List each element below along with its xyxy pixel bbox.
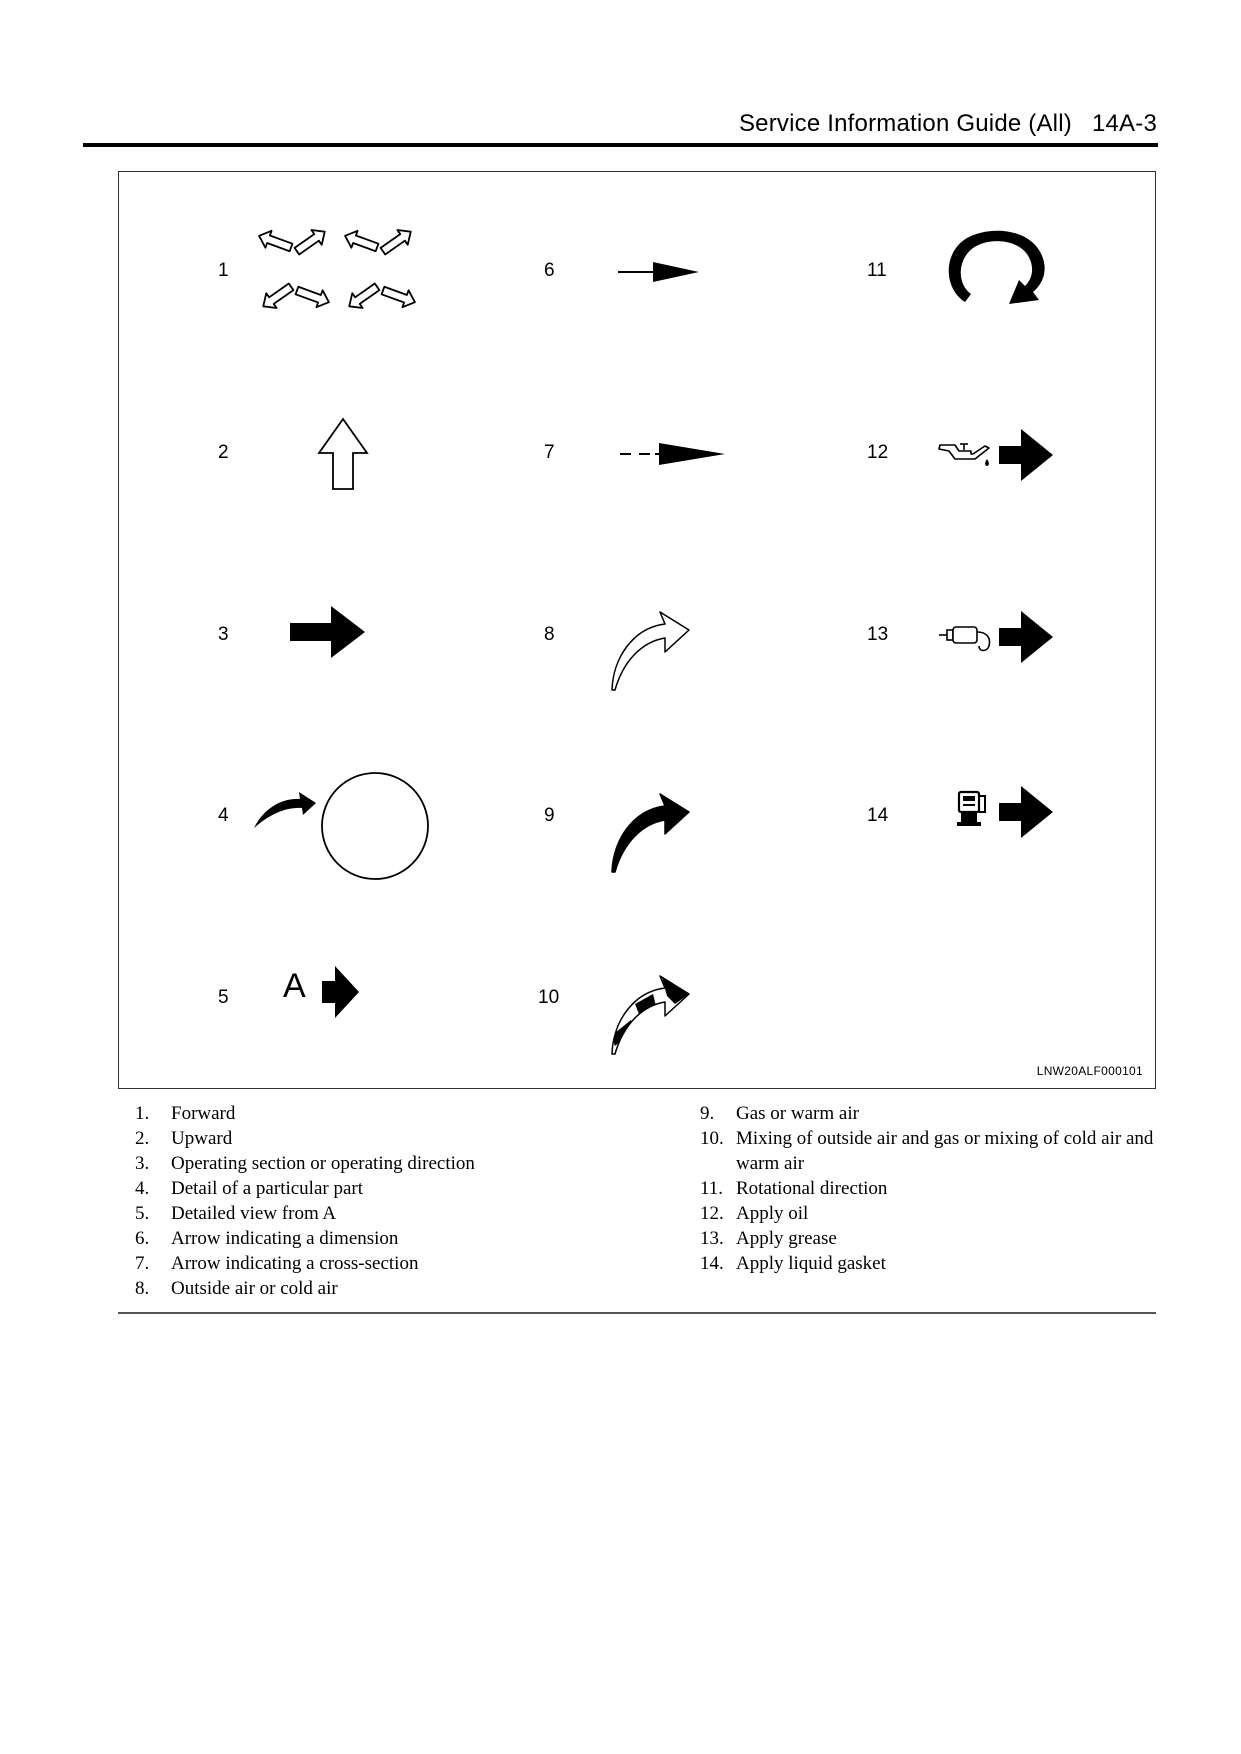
detail-circle-icon — [252, 770, 432, 882]
header-rule — [83, 143, 1158, 147]
rotation-arrow-icon — [941, 224, 1051, 314]
view-from-a-icon — [321, 964, 361, 1020]
list-item — [135, 1151, 655, 1176]
legend-text: Apply grease — [736, 1228, 837, 1249]
list-item — [700, 1126, 1160, 1176]
legend-number: 12. — [700, 1203, 724, 1224]
symbols-figure — [118, 171, 1156, 1089]
list-item — [135, 1201, 655, 1226]
figure-number: 8 — [544, 624, 555, 645]
legend-text: Apply liquid gasket — [736, 1253, 886, 1274]
list-item — [135, 1101, 655, 1126]
legend-number: 7. — [135, 1253, 150, 1274]
list-item — [700, 1226, 1160, 1251]
figure-number: 10 — [538, 987, 560, 1008]
oil-can-icon — [937, 426, 1055, 484]
legend-number: 11. — [700, 1178, 724, 1199]
figure-id: LNW20ALF000101 — [1036, 1064, 1143, 1078]
legend-text: Upward — [171, 1128, 233, 1149]
legend-number: 3. — [135, 1153, 150, 1174]
figure-number: 2 — [218, 442, 229, 463]
solid-curved-arrow-icon — [609, 784, 699, 874]
liquid-gasket-icon — [937, 782, 1055, 842]
figure-number: 6 — [544, 260, 555, 281]
grease-gun-icon — [937, 608, 1055, 666]
legend-text: Apply oil — [736, 1203, 809, 1224]
page-number: 14A-3 — [1091, 110, 1157, 137]
figure-number: 11 — [867, 260, 887, 281]
legend-text: Operating section or operating direction — [171, 1153, 475, 1174]
legend-number: 2. — [135, 1128, 150, 1149]
list-item — [135, 1126, 655, 1151]
figure-number: 7 — [544, 442, 555, 463]
legend-right-column — [700, 1101, 1160, 1276]
outline-curved-arrow-icon — [609, 602, 699, 692]
legend-text: Arrow indicating a cross-section — [171, 1253, 419, 1274]
figure-number: 3 — [218, 624, 229, 645]
legend-text: Rotational direction — [736, 1178, 888, 1199]
legend-number: 8. — [135, 1278, 150, 1299]
guide-title: Service Information Guide (All) — [738, 110, 1072, 137]
list-item — [135, 1226, 655, 1251]
list-item — [700, 1251, 1160, 1276]
cross-section-arrow-icon — [619, 440, 727, 468]
legend-number: 1. — [135, 1103, 150, 1124]
legend-number: 14. — [700, 1253, 724, 1274]
legend-number: 5. — [135, 1203, 150, 1224]
striped-curved-arrow-icon — [609, 966, 699, 1056]
list-item — [700, 1101, 1160, 1126]
list-item — [135, 1251, 655, 1276]
list-item — [700, 1201, 1160, 1226]
legend-number: 6. — [135, 1228, 150, 1249]
list-item — [135, 1176, 655, 1201]
page-header — [739, 110, 1157, 138]
upward-arrow-icon — [315, 417, 371, 492]
legend-number: 4. — [135, 1178, 150, 1199]
legend-left-column — [135, 1101, 655, 1301]
figure-number: 13 — [867, 624, 889, 645]
view-letter: A — [283, 967, 306, 1005]
figure-number: 4 — [218, 805, 229, 826]
dimension-arrow-icon — [617, 258, 701, 286]
legend-text: Outside air or cold air — [171, 1278, 338, 1299]
legend-text: Detailed view from A — [171, 1203, 337, 1224]
legend-number: 9. — [700, 1103, 715, 1124]
list-item — [135, 1276, 655, 1301]
legend-text: Mixing of outside air and gas or mixing of cold air and warm air — [736, 1128, 1154, 1174]
figure-number: 14 — [867, 805, 889, 826]
section-rule — [118, 1312, 1156, 1314]
legend-text: Forward — [171, 1103, 236, 1124]
legend-text: Gas or warm air — [736, 1103, 859, 1124]
legend-text: Detail of a particular part — [171, 1178, 364, 1199]
figure-number: 1 — [218, 260, 229, 281]
legend-text: Arrow indicating a dimension — [171, 1228, 399, 1249]
figure-number: 12 — [867, 442, 889, 463]
bold-arrow-icon — [289, 604, 367, 660]
forward-arrows-icon — [254, 220, 429, 320]
legend-number: 13. — [700, 1228, 724, 1249]
list-item — [700, 1176, 1160, 1201]
figure-number: 5 — [218, 987, 229, 1008]
figure-number: 9 — [544, 805, 555, 826]
legend-number: 10. — [700, 1128, 724, 1149]
